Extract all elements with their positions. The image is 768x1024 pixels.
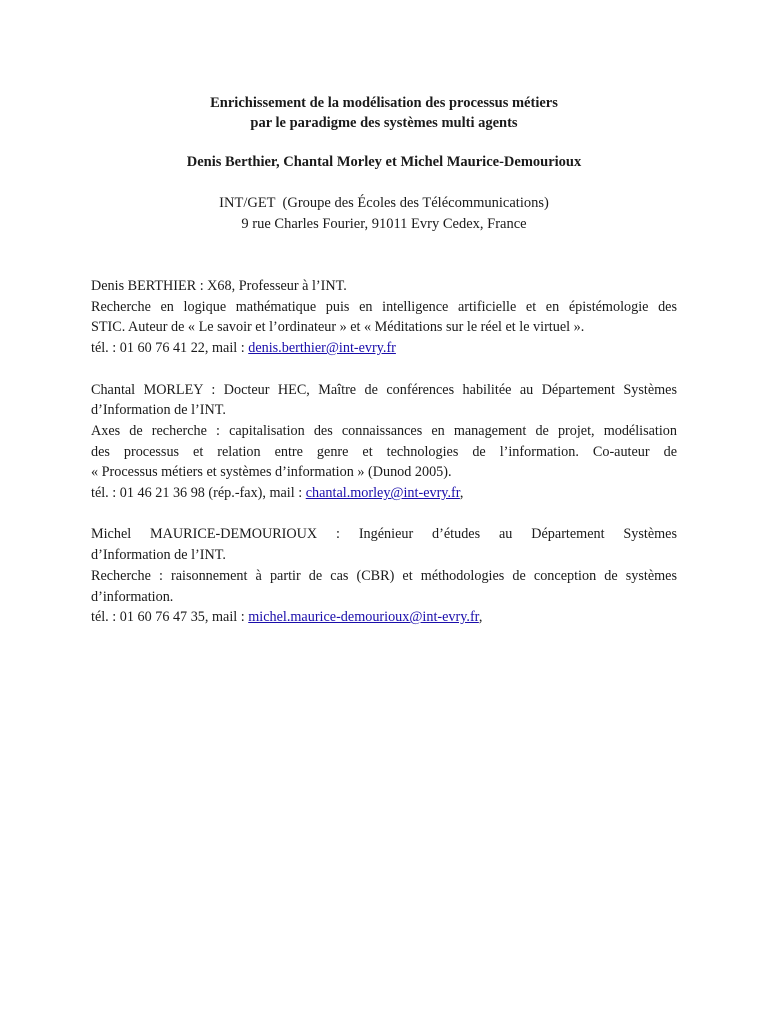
bio-berthier bbox=[91, 276, 677, 359]
affiliation bbox=[0, 193, 768, 235]
author-bios bbox=[91, 276, 677, 649]
bio-line: des processus et relation entre genre et technologies de l’information. Co-auteur de bbox=[91, 443, 677, 460]
contact-prefix: tél. : 01 60 76 41 22, mail : bbox=[91, 340, 249, 357]
bio-line: d’Information de l’INT. bbox=[91, 402, 226, 419]
bio-line: Chantal MORLEY : Docteur HEC, Maître de conférences habilitée au Département Systèmes bbox=[91, 381, 677, 398]
bio-morley bbox=[91, 380, 677, 504]
contact-line bbox=[91, 607, 677, 628]
title-line-2: par le paradigme des systèmes multi agents bbox=[250, 115, 518, 131]
bio-line: d’Information de l’INT. bbox=[91, 547, 226, 564]
email-link[interactable]: denis.berthier@int-evry.fr bbox=[248, 340, 396, 357]
bio-line: Denis BERTHIER : X68, Professeur à l’INT. bbox=[91, 278, 347, 294]
email-link[interactable]: chantal.morley@int-evry.fr bbox=[305, 485, 460, 502]
contact-suffix: , bbox=[478, 609, 483, 626]
author-list: Denis Berthier, Chantal Morley et Michel Maurice-Demourioux bbox=[186, 154, 582, 170]
email-link[interactable]: michel.maurice-demourioux@int-evry.fr bbox=[248, 609, 479, 626]
contact-line bbox=[91, 483, 677, 504]
contact-line bbox=[91, 338, 677, 359]
bio-line: Recherche : raisonnement à partir de cas (CBR) et méthodologies de conception de systèmes bbox=[91, 567, 677, 584]
bio-line: d’information. bbox=[91, 588, 174, 605]
bio-line: Axes de recherche : capitalisation des connaissances en management de projet, modélisation bbox=[91, 422, 677, 439]
contact-prefix: tél. : 01 46 21 36 98 (rép.-fax), mail : bbox=[91, 485, 306, 502]
bio-maurice-demourioux bbox=[91, 524, 677, 628]
affiliation-line-1: INT/GET (Groupe des Écoles des Télécommunications) bbox=[219, 195, 549, 211]
contact-suffix: , bbox=[459, 485, 464, 502]
bio-line: STIC. Auteur de « Le savoir et l’ordinateur » et « Méditations sur le réel et le virtuel ». bbox=[91, 319, 585, 336]
bio-line: « Processus métiers et systèmes d’information » (Dunod 2005). bbox=[91, 464, 452, 481]
bio-line: Michel MAURICE-DEMOURIOUX : Ingénieur d’études au Département Systèmes bbox=[91, 526, 677, 543]
bio-line: Recherche en logique mathématique puis en intelligence artificielle et en épistémologie des bbox=[91, 298, 677, 315]
title-line-1: Enrichissement de la modélisation des processus métiers bbox=[210, 95, 558, 111]
paper-title bbox=[0, 93, 768, 133]
contact-prefix: tél. : 01 60 76 47 35, mail : bbox=[91, 609, 249, 626]
affiliation-line-2: 9 rue Charles Fourier, 91011 Evry Cedex, France bbox=[241, 216, 527, 232]
